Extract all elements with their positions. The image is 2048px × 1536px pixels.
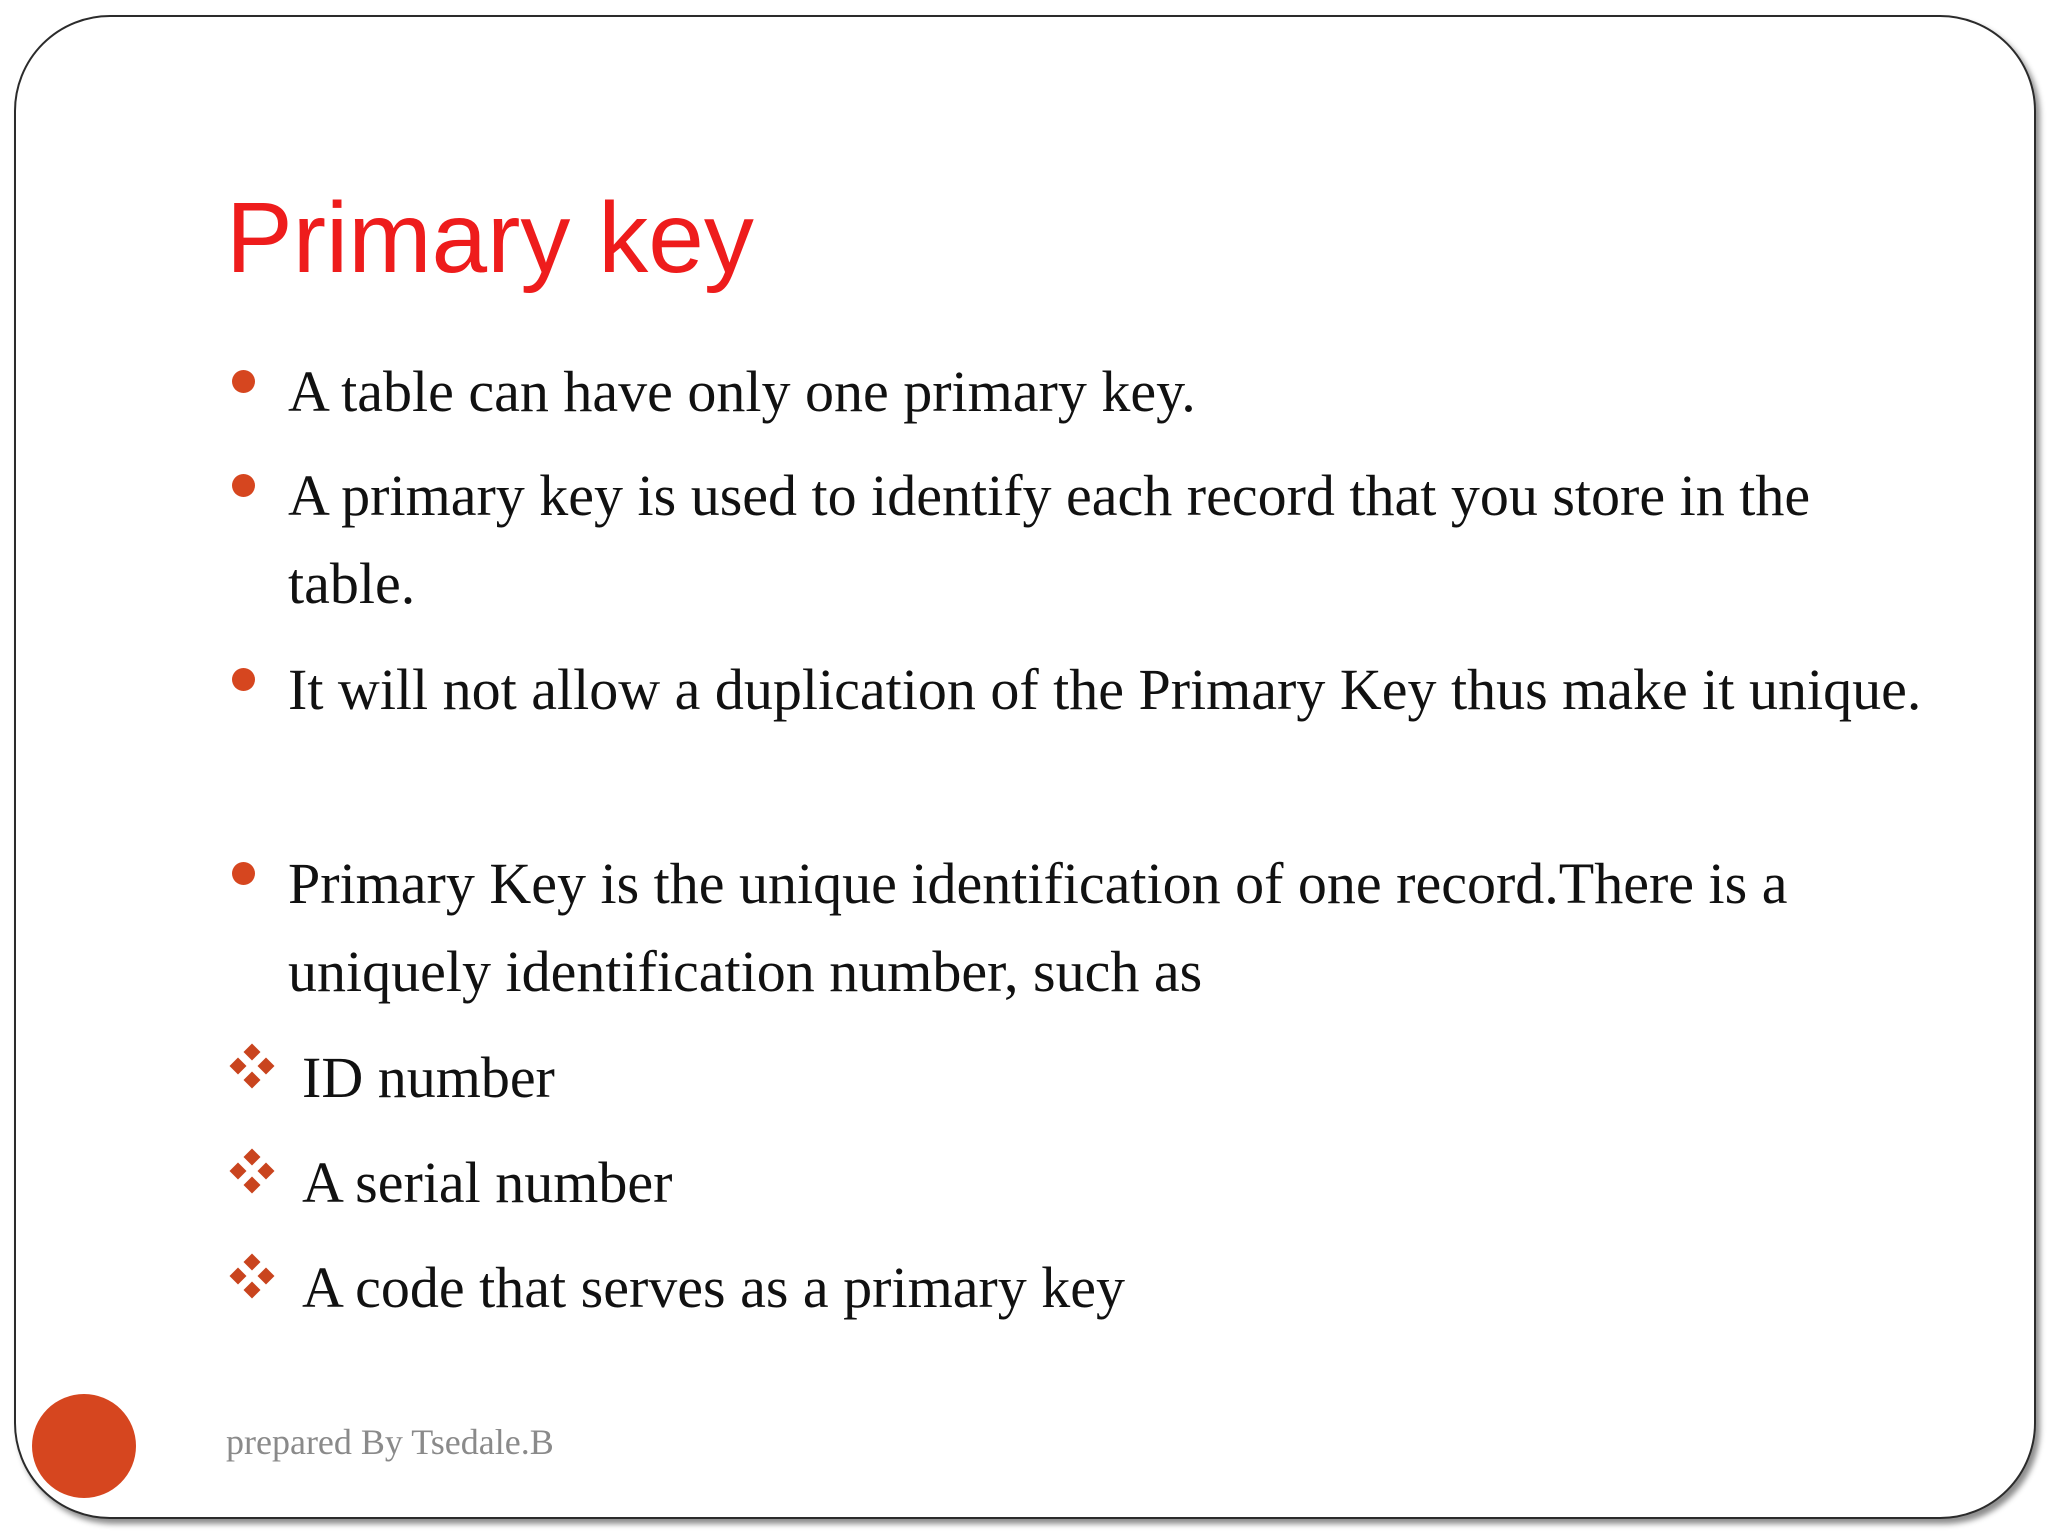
four-diamond-icon xyxy=(230,1149,274,1193)
bullet-text: It will not allow a duplication of the Primary Key thus make it unique. xyxy=(288,657,1922,722)
sub-bullet-item xyxy=(302,1139,672,1227)
slide-title: Primary key xyxy=(226,182,754,294)
round-bullet-icon xyxy=(232,370,255,393)
sub-bullet-item xyxy=(302,1034,555,1122)
bullet-item xyxy=(288,452,1928,628)
bullet-item xyxy=(288,348,1928,436)
orange-circle-icon xyxy=(32,1394,136,1498)
sub-bullet-text: ID number xyxy=(302,1045,555,1110)
bullet-text: A primary key is used to identify each record that you store in the table. xyxy=(288,463,1811,616)
round-bullet-icon xyxy=(232,474,255,497)
footer-credit: prepared By Tsedale.B xyxy=(226,1422,554,1462)
four-diamond-icon xyxy=(230,1254,274,1298)
bullet-text: A table can have only one primary key. xyxy=(288,359,1196,424)
sub-bullet-text: A code that serves as a primary key xyxy=(302,1255,1125,1320)
bullet-item xyxy=(288,646,1928,734)
sub-bullet-text: A serial number xyxy=(302,1150,673,1215)
bullet-item xyxy=(288,840,1928,1016)
round-bullet-icon xyxy=(232,668,255,691)
round-bullet-icon xyxy=(232,862,255,885)
bullet-text: Primary Key is the unique identification of one record.There is a uniquely identification number, such as xyxy=(288,851,1788,1004)
sub-bullet-item xyxy=(302,1244,1125,1332)
four-diamond-icon xyxy=(230,1044,274,1088)
